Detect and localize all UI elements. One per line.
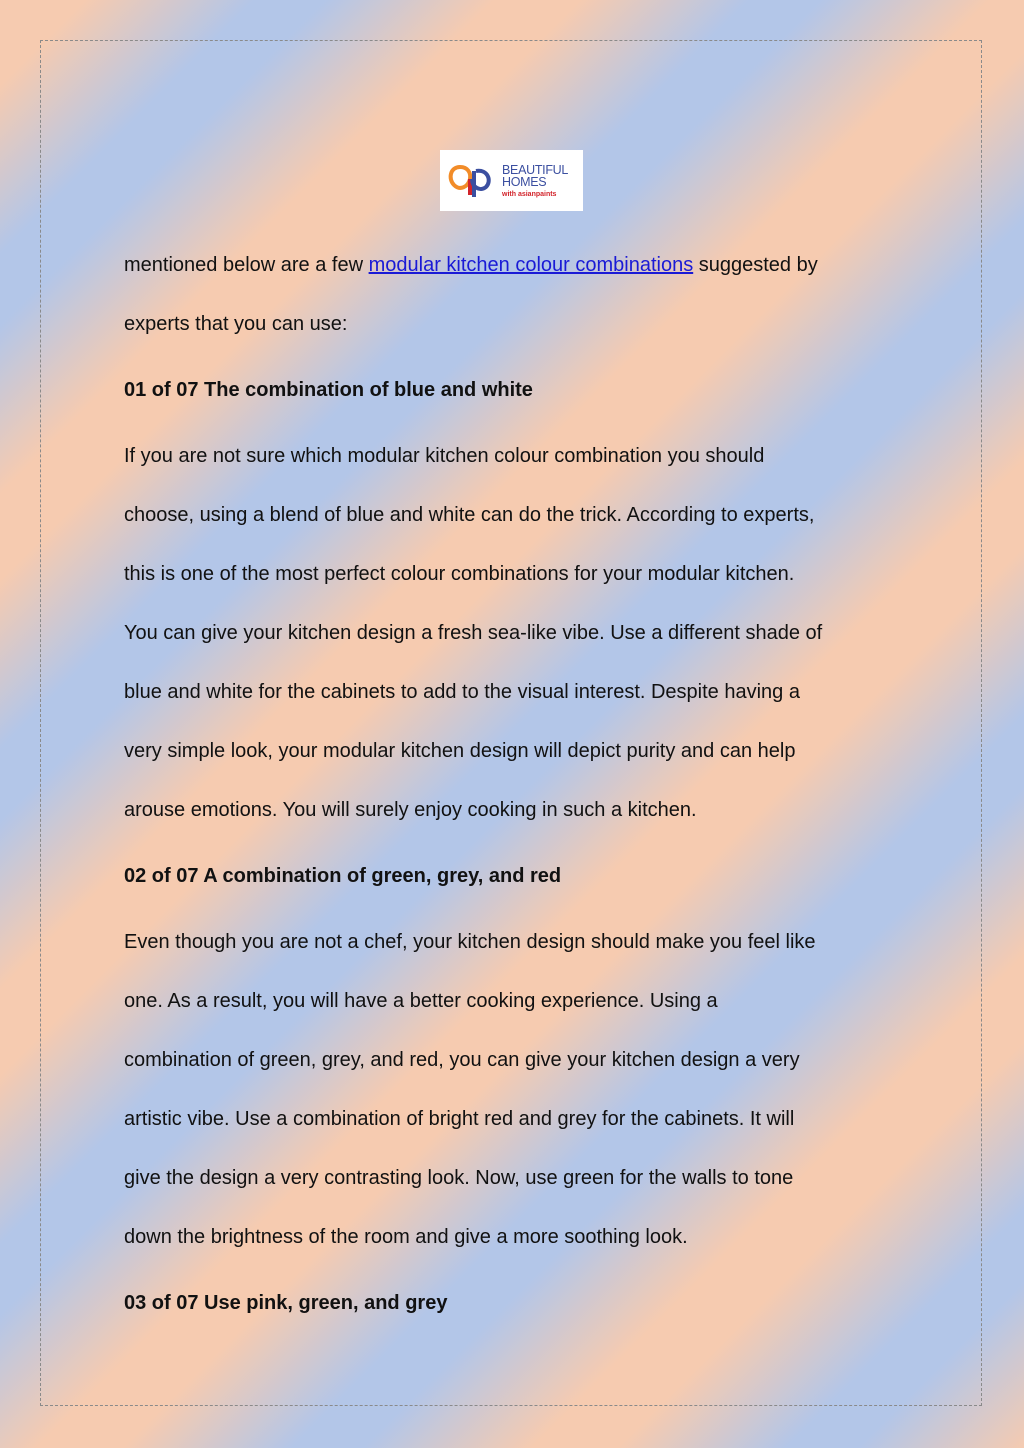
paragraph-line: one. As a result, you will have a better cooking experience. Using a [124, 990, 718, 1012]
intro-line-1 [124, 236, 914, 295]
section-heading-1: 01 of 07 The combination of blue and white [124, 379, 533, 401]
paragraph-line: blue and white for the cabinets to add to the visual interest. Despite having a [124, 681, 800, 703]
logo-text [502, 164, 568, 198]
document-body [124, 236, 914, 1340]
section-heading-3: 03 of 07 Use pink, green, and grey [124, 1292, 448, 1314]
intro-line-2: experts that you can use: [124, 313, 348, 335]
intro-text-before-link: mentioned below are a few [124, 254, 369, 276]
paragraph-line: give the design a very contrasting look. Now, use green for the walls to tone [124, 1167, 794, 1189]
paragraph-line: choose, using a blend of blue and white can do the trick. According to experts, [124, 504, 815, 526]
logo-line-homes: HOMES [502, 175, 547, 189]
paragraph-line: If you are not sure which modular kitchen colour combination you should [124, 445, 765, 467]
paragraph-line: You can give your kitchen design a fresh sea-like vibe. Use a different shade of [124, 622, 823, 644]
intro-text-after-link: suggested by [693, 254, 818, 276]
paragraph-line: Even though you are not a chef, your kitchen design should make you feel like [124, 931, 816, 953]
paragraph-line: this is one of the most perfect colour combinations for your modular kitchen. [124, 563, 795, 585]
beautiful-homes-logo [440, 150, 583, 211]
asian-paints-logo-icon [446, 161, 496, 201]
section-paragraph-2 [124, 913, 914, 1267]
logo-line-asianpaints: with asianpaints [502, 190, 557, 198]
logo-line-beautiful: BEAUTIFUL [502, 162, 569, 177]
paragraph-line: arouse emotions. You will surely enjoy cooking in such a kitchen. [124, 799, 697, 821]
section-paragraph-1 [124, 427, 914, 840]
paragraph-line: artistic vibe. Use a combination of bright red and grey for the cabinets. It will [124, 1108, 795, 1130]
modular-kitchen-link[interactable]: modular kitchen colour combinations [368, 254, 694, 276]
paragraph-line: combination of green, grey, and red, you can give your kitchen design a very [124, 1049, 800, 1071]
section-heading-2: 02 of 07 A combination of green, grey, and red [124, 865, 562, 887]
paragraph-line: down the brightness of the room and give a more soothing look. [124, 1226, 688, 1248]
paragraph-line: very simple look, your modular kitchen design will depict purity and can help [124, 740, 796, 762]
